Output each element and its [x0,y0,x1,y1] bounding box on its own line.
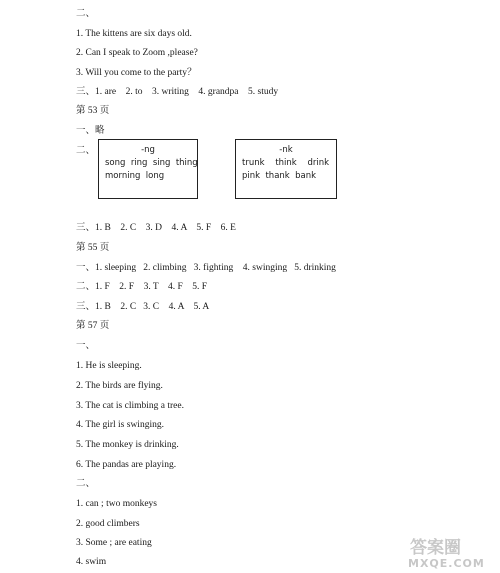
ng-box-row: morning long [105,171,165,181]
answer-line: 一、1. sleeping 2. climbing 3. fighting 4. swinging 5. drinking [76,263,336,273]
answer-line: 1. He is sleeping. [76,361,142,371]
answer-line: 5. The monkey is drinking. [76,440,179,450]
nk-box-row: trunk think drink [242,158,330,168]
page-number-heading: 第 57 页 [76,321,110,331]
ng-box-row: song ring sing thing [105,158,198,168]
answer-line: 1. The kittens are six days old. [76,29,192,39]
answer-line: 4. swim [76,557,107,567]
ng-box-heading: -ng [141,145,155,155]
nk-box-heading: -nk [279,145,293,155]
answer-line: 2. Can I speak to Zoom ,please? [76,48,198,58]
answer-line: 3. Some ; are eating [76,538,152,548]
ng-word-box [98,139,198,199]
answer-line: 1. can ; two monkeys [76,499,158,509]
watermark-bottom-text: MXQE.COM [408,557,485,570]
answer-line: 一、略 [76,126,105,136]
page-number-heading: 第 53 页 [76,106,110,116]
nk-box-row: pink thank bank [242,171,317,181]
section-heading-1: 一、 [76,341,96,351]
section-heading-2: 二、 [76,479,96,489]
answer-line: 4. The girl is swinging. [76,420,164,430]
watermark-top-text: 答案圈 [410,538,461,558]
answer-line: 三、1. are 2. to 3. writing 4. grandpa 5. study [76,87,279,97]
page-number-heading: 第 55 页 [76,243,110,253]
site-watermark-logo [400,533,496,571]
answer-line: 三、1. B 2. C 3. C 4. A 5. A [76,302,210,312]
nk-word-box [235,139,337,199]
answer-line: 二、1. F 2. F 3. T 4. F 5. F [76,282,208,292]
answer-line: 3. The cat is climbing a tree. [76,401,184,411]
section-heading-2: 二、 [76,146,96,156]
answer-line: 6. The pandas are playing. [76,460,177,470]
answer-line: 2. The birds are flying. [76,381,163,391]
answer-line: 3. Will you come to the party？ [76,68,197,78]
answer-line: 三、1. B 2. C 3. D 4. A 5. F 6. E [76,223,236,233]
answer-line: 2. good climbers [76,519,140,529]
section-heading-2: 二、 [76,9,96,19]
